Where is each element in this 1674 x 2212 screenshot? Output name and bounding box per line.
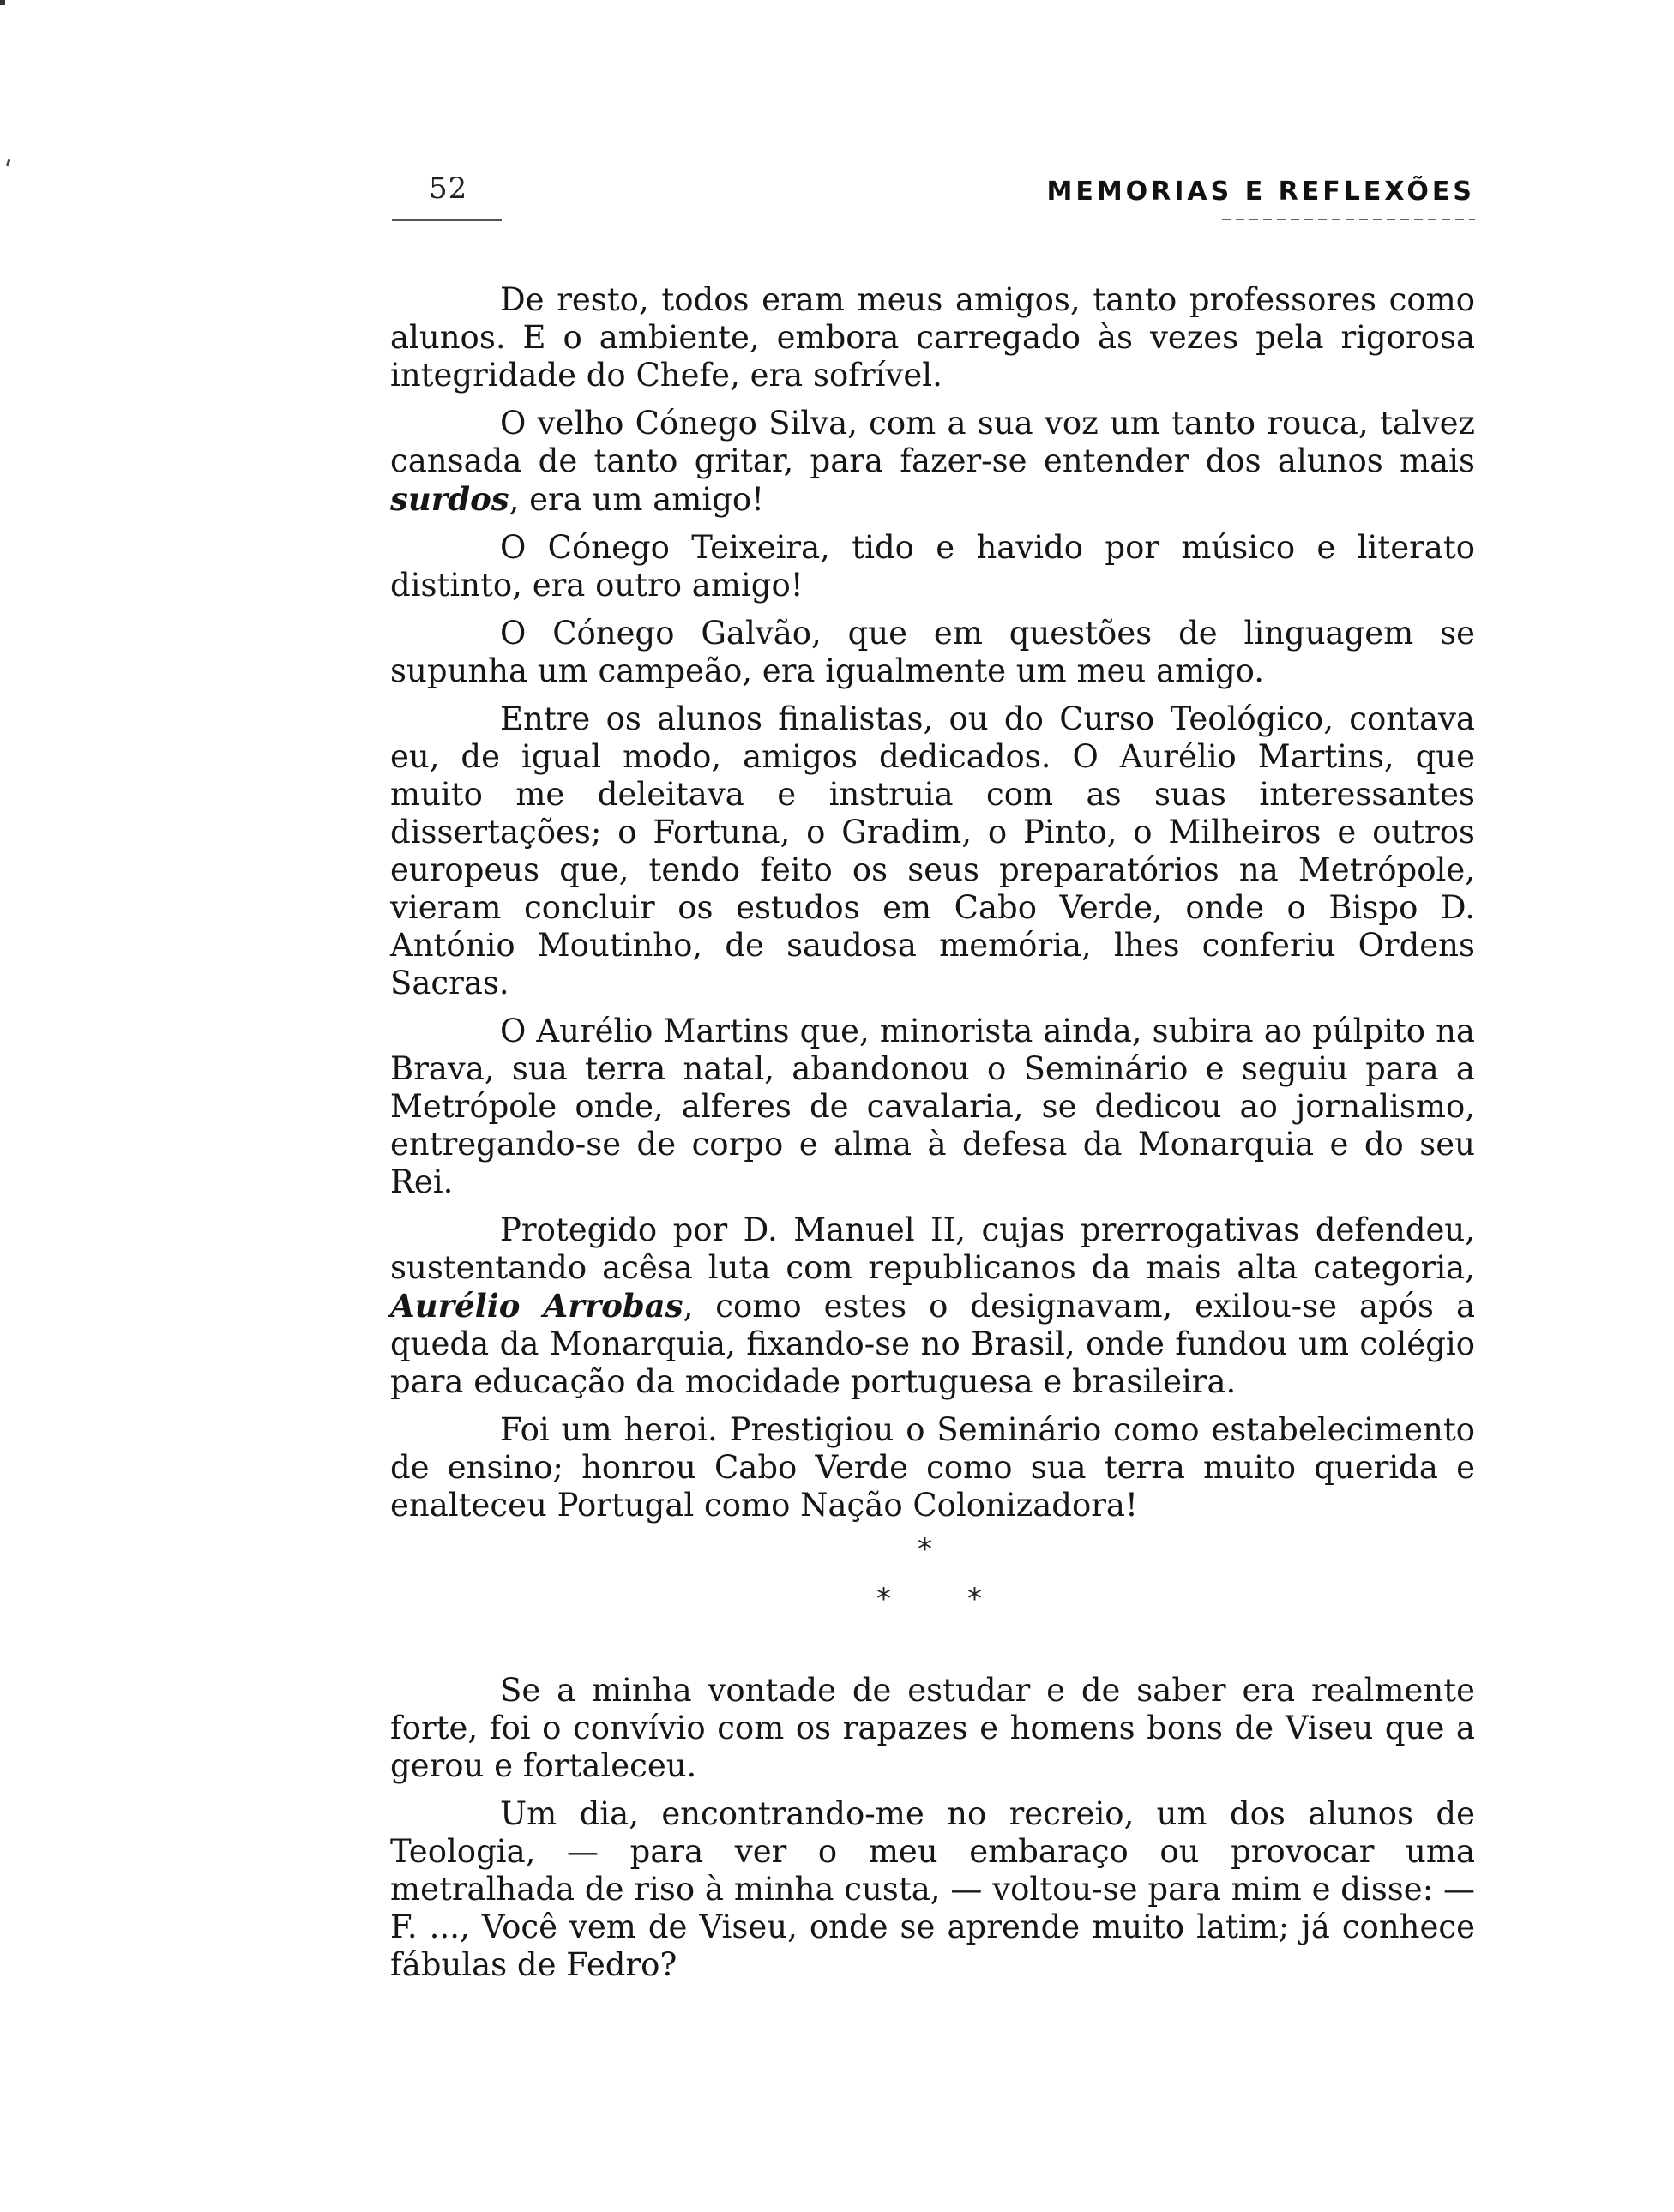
- page-number-underline: [392, 219, 502, 221]
- paragraph: [390, 405, 1475, 519]
- scan-margin-mark: [6, 159, 11, 167]
- paragraph-text: , como estes o designavam, exilou-se após a queda da Monarquia, fixando-se no Brasil, onde fundou um colégio para educação da mocidade portuguesa e brasileira.: [390, 1288, 1475, 1400]
- asterisk-glyph: *: [918, 1532, 932, 1566]
- asterism-separator: [858, 1532, 1029, 1629]
- italic-emphasis: Aurélio Arrobas: [390, 1287, 683, 1325]
- paragraph-text: Protegido por D. Manuel II, cujas prerrogativas defendeu, sustentando acêsa luta com republicanos da mais alta categoria,: [390, 1211, 1475, 1286]
- paragraph: De resto, todos eram meus amigos, tanto professores como alunos. E o ambiente, embora carregado às vezes pela rigorosa integridade do Chefe, era sofrível.: [390, 281, 1475, 394]
- body-text-section-1: [390, 281, 1475, 1524]
- paragraph: O Cónego Teixeira, tido e havido por músico e literato distinto, era outro amigo!: [390, 529, 1475, 604]
- running-title: MEMORIAS E REFLEXÕES: [1046, 177, 1475, 207]
- asterisk-glyph: *: [967, 1582, 982, 1616]
- paragraph: Foi um heroi. Prestigiou o Seminário como estabelecimento de ensino; honrou Cabo Verde como sua terra muito querida e enalteceu Portugal como Nação Colonizadora!: [390, 1411, 1475, 1524]
- paragraph-text: , era um amigo!: [509, 481, 765, 518]
- running-title-underline: [1222, 219, 1475, 220]
- paragraph: Se a minha vontade de estudar e de saber era realmente forte, foi o convívio com os rapazes e homens bons de Viseu que a gerou e fortaleceu.: [390, 1672, 1475, 1784]
- asterisk-glyph: *: [876, 1582, 891, 1616]
- paragraph: [390, 1211, 1475, 1401]
- paragraph: Entre os alunos finalistas, ou do Curso Teológico, contava eu, de igual modo, amigos dedicados. O Aurélio Martins, que muito me deleitava e instruia com as suas interessantes dissertações; o Fortuna, o Gradim, o Pinto, o Milheiros e outros europeus que, tendo feito os seus preparatórios na Metrópole, vieram concluir os estudos em Cabo Verde, onde o Bispo D. António Moutinho, de saudosa memória, lhes conferiu Ordens Sacras.: [390, 700, 1475, 1001]
- page-number: 52: [429, 171, 468, 206]
- italic-emphasis: surdos: [390, 480, 509, 518]
- scan-margin-mark: [0, 0, 5, 5]
- paragraph-text: O velho Cónego Silva, com a sua voz um tanto rouca, talvez cansada de tanto gritar, para fazer-se entender dos alunos mais: [390, 405, 1475, 479]
- paragraph: Um dia, encontrando-me no recreio, um dos alunos de Teologia, — para ver o meu embaraço ou provocar uma metralhada de riso à minha custa, — voltou-se para mim e disse: — F. ..., Você vem de Viseu, onde se aprende muito latim; já conhece fábulas de Fedro?: [390, 1795, 1475, 1983]
- paragraph: O Cónego Galvão, que em questões de linguagem se supunha um campeão, era igualmente um meu amigo.: [390, 615, 1475, 689]
- paragraph: O Aurélio Martins que, minorista ainda, subira ao púlpito na Brava, sua terra natal, abandonou o Seminário e seguiu para a Metrópole onde, alferes de cavalaria, se dedicou ao jornalismo, entregando-se de corpo e alma à defesa da Monarquia e do seu Rei.: [390, 1013, 1475, 1200]
- page-header: [390, 171, 1475, 223]
- body-text-section-2: [390, 1672, 1475, 1984]
